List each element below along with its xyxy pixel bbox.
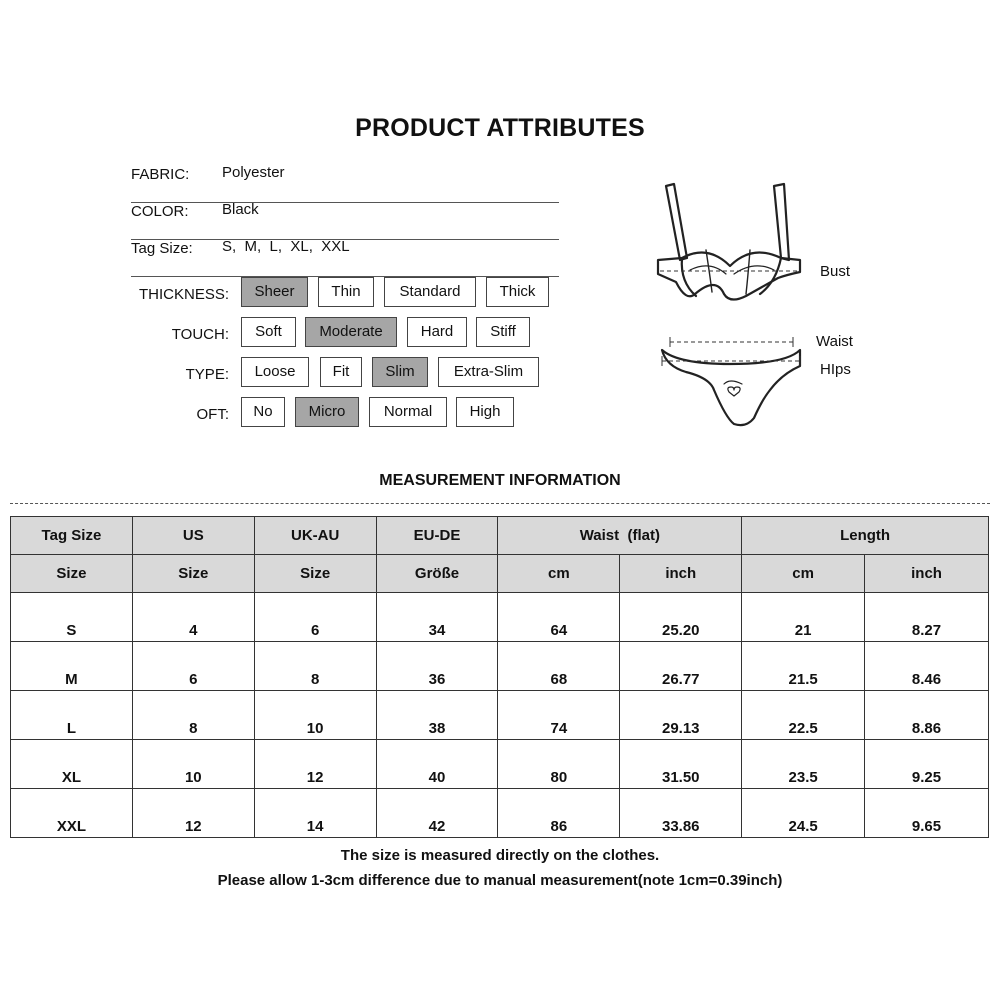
subheader-cell: cm — [498, 555, 620, 593]
cell: 38 — [376, 691, 498, 740]
cell: 24.5 — [742, 789, 865, 838]
cell: 80 — [498, 740, 620, 789]
cell: S — [11, 593, 133, 642]
cell: L — [11, 691, 133, 740]
oft-label: OFT: — [196, 406, 229, 423]
cell: 12 — [132, 789, 254, 838]
cell: 36 — [376, 642, 498, 691]
hips-label: HIps — [820, 361, 851, 378]
table-row — [11, 691, 989, 740]
option-thin: Thin — [318, 277, 374, 307]
cell: 40 — [376, 740, 498, 789]
cell: 8 — [254, 642, 376, 691]
subheader-cell: cm — [742, 555, 865, 593]
table-row — [11, 642, 989, 691]
cell: 23.5 — [742, 740, 865, 789]
fabric-value: Polyester — [222, 164, 285, 181]
color-label: COLOR: — [131, 203, 189, 220]
cell: 6 — [254, 593, 376, 642]
option-normal: Normal — [369, 397, 447, 427]
table-row — [11, 789, 989, 838]
header-cell: EU-DE — [376, 517, 498, 555]
cell: M — [11, 642, 133, 691]
cell: XXL — [11, 789, 133, 838]
cell: 21.5 — [742, 642, 865, 691]
cell: 42 — [376, 789, 498, 838]
header-cell: UK-AU — [254, 517, 376, 555]
tag-size-row — [131, 240, 559, 277]
table-header-row — [11, 517, 989, 555]
subheader-cell: Größe — [376, 555, 498, 593]
option-fit: Fit — [320, 357, 362, 387]
cell: 10 — [254, 691, 376, 740]
header-cell: Waist (flat) — [498, 517, 742, 555]
cell: 8.46 — [865, 642, 989, 691]
option-standard: Standard — [384, 277, 476, 307]
option-no: No — [241, 397, 285, 427]
size-note-line1: The size is measured directly on the clothes. — [340, 847, 660, 864]
option-thick: Thick — [486, 277, 549, 307]
waist-label: Waist — [816, 333, 853, 350]
lingerie-diagram — [650, 178, 880, 438]
bust-label: Bust — [820, 263, 851, 280]
subheader-cell: Size — [11, 555, 133, 593]
cell: 31.50 — [620, 740, 742, 789]
cell: 25.20 — [620, 593, 742, 642]
cell: 86 — [498, 789, 620, 838]
option-moderate: Moderate — [305, 317, 397, 347]
option-slim: Slim — [372, 357, 428, 387]
option-micro: Micro — [295, 397, 359, 427]
measurement-table — [10, 516, 989, 838]
size-note-line2: Please allow 1-3cm difference due to manual measurement(note 1cm=0.39inch) — [217, 872, 783, 889]
cell: 26.77 — [620, 642, 742, 691]
cell: 6 — [132, 642, 254, 691]
fabric-row — [131, 166, 559, 203]
header-cell: Length — [742, 517, 989, 555]
tag-size-label: Tag Size: — [131, 240, 193, 257]
table-subheader-row — [11, 555, 989, 593]
cell: 4 — [132, 593, 254, 642]
header-cell: US — [132, 517, 254, 555]
page-title: PRODUCT ATTRIBUTES — [355, 114, 645, 142]
cell: 64 — [498, 593, 620, 642]
cell: 14 — [254, 789, 376, 838]
cell: 12 — [254, 740, 376, 789]
subheader-cell: Size — [132, 555, 254, 593]
cell: XL — [11, 740, 133, 789]
type-label: TYPE: — [185, 366, 229, 383]
cell: 8.86 — [865, 691, 989, 740]
cell: 33.86 — [620, 789, 742, 838]
subheader-cell: inch — [865, 555, 989, 593]
dashed-divider — [10, 503, 990, 504]
option-high: High — [456, 397, 514, 427]
table-row — [11, 740, 989, 789]
cell: 74 — [498, 691, 620, 740]
cell: 68 — [498, 642, 620, 691]
option-soft: Soft — [241, 317, 296, 347]
option-stiff: Stiff — [476, 317, 530, 347]
cell: 21 — [742, 593, 865, 642]
tag-size-value: S, M, L, XL, XXL — [222, 238, 350, 255]
touch-label: TOUCH: — [171, 326, 229, 343]
fabric-label: FABRIC: — [131, 166, 190, 183]
cell: 10 — [132, 740, 254, 789]
option-loose: Loose — [241, 357, 309, 387]
thickness-label: THICKNESS: — [138, 286, 229, 303]
header-cell: Tag Size — [11, 517, 133, 555]
cell: 34 — [376, 593, 498, 642]
cell: 9.25 — [865, 740, 989, 789]
measurement-title: MEASUREMENT INFORMATION — [379, 472, 621, 489]
option-hard: Hard — [407, 317, 467, 347]
option-extra-slim: Extra-Slim — [438, 357, 539, 387]
bra-panty-illustration — [650, 178, 880, 438]
table-row — [11, 593, 989, 642]
cell: 22.5 — [742, 691, 865, 740]
cell: 8 — [132, 691, 254, 740]
cell: 9.65 — [865, 789, 989, 838]
cell: 8.27 — [865, 593, 989, 642]
option-sheer: Sheer — [241, 277, 308, 307]
color-row — [131, 203, 559, 240]
subheader-cell: Size — [254, 555, 376, 593]
cell: 29.13 — [620, 691, 742, 740]
color-value: Black — [222, 201, 259, 218]
subheader-cell: inch — [620, 555, 742, 593]
